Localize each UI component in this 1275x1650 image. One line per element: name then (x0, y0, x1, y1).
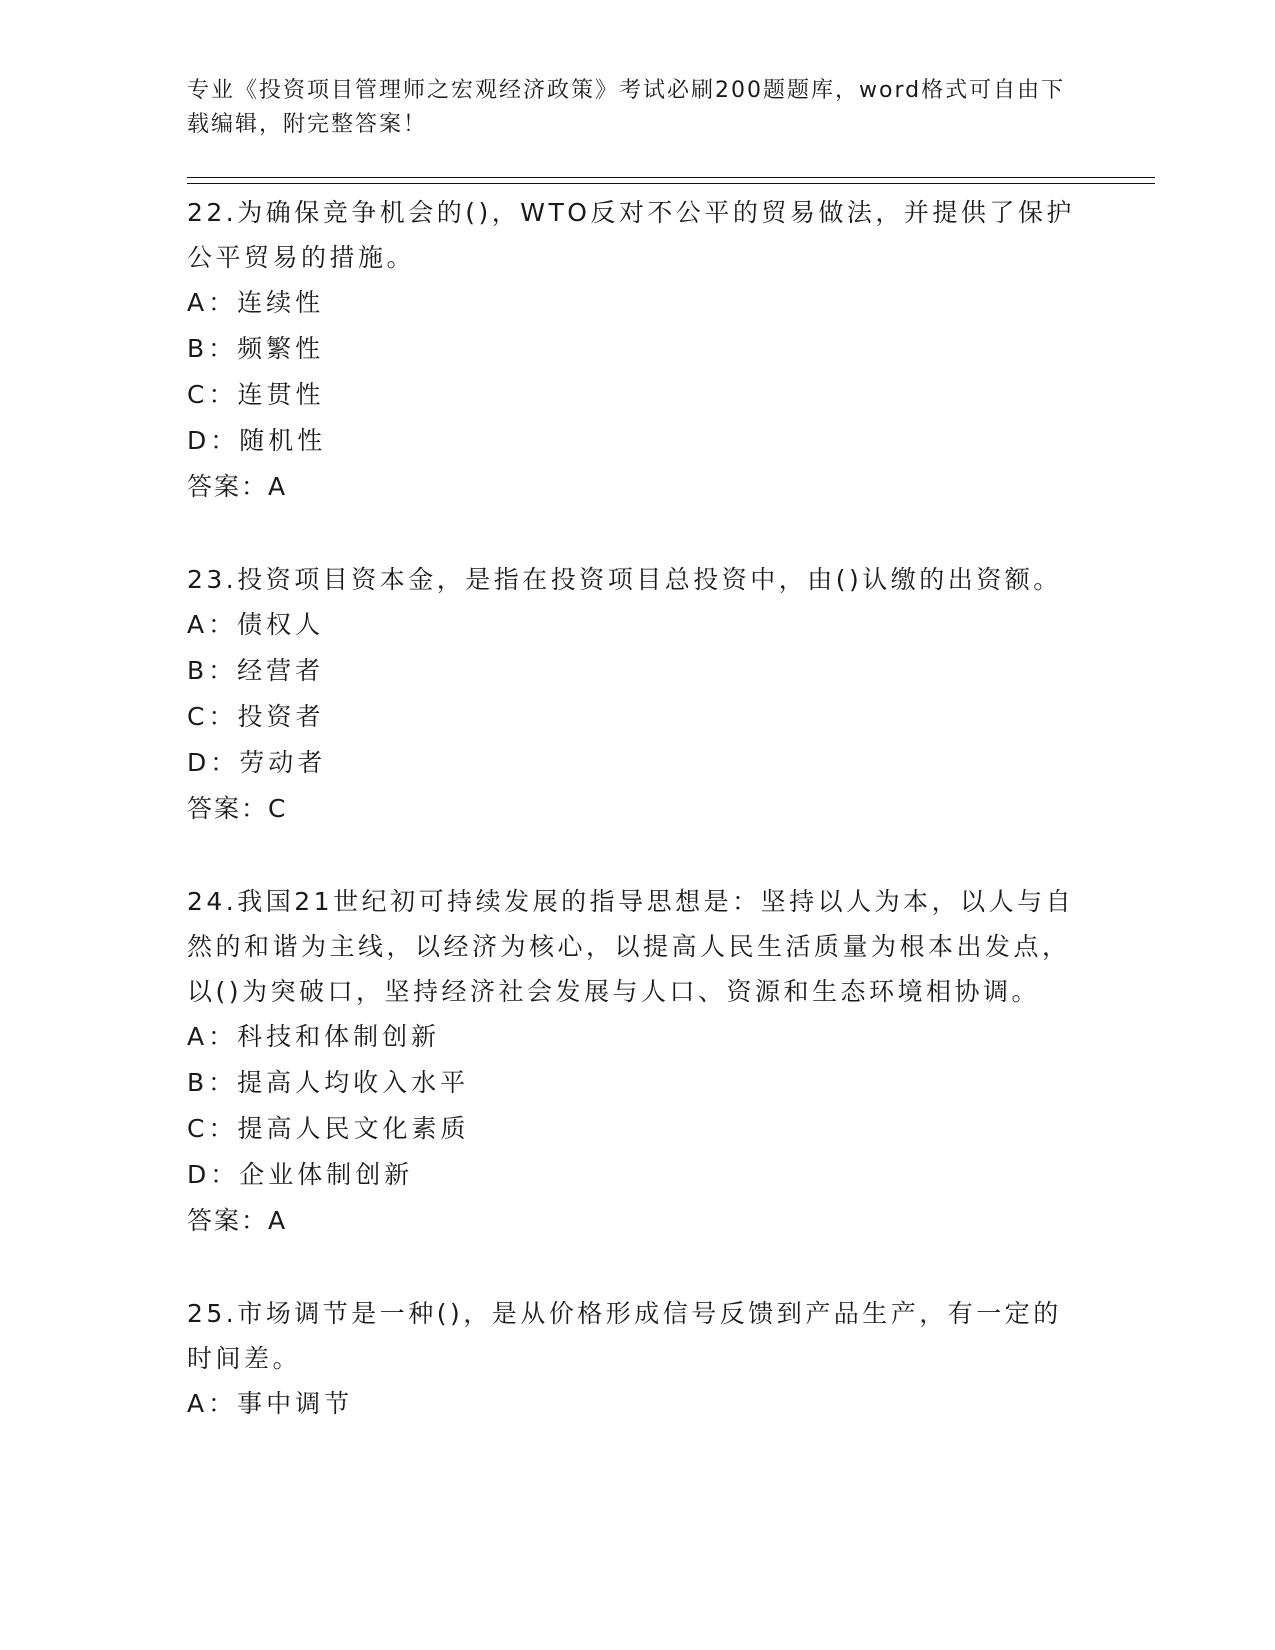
option-c: C：提高人民文化素质 (187, 1114, 470, 1143)
header-divider-top (187, 177, 1155, 178)
option-a: A：连续性 (187, 288, 325, 317)
option-a: A：债权人 (187, 610, 325, 639)
option-d: D：劳动者 (187, 748, 327, 777)
question-23 (187, 557, 1087, 832)
option-b: B：提高人均收入水平 (187, 1068, 470, 1097)
question-text: 25.市场调节是一种()，是从价格形成信号反馈到产品生产，有一定的时间差。 (187, 1299, 1062, 1373)
question-list (187, 190, 1087, 1474)
header-divider-bottom (187, 183, 1155, 184)
answer-line (187, 464, 1087, 510)
question-25 (187, 1291, 1087, 1427)
question-22 (187, 190, 1087, 510)
answer-label: 答案： (187, 472, 269, 501)
option-c: C：投资者 (187, 702, 325, 731)
question-text: 22.为确保竞争机会的()，WTO反对不公平的贸易做法，并提供了保护公平贸易的措施。 (187, 198, 1075, 272)
option-b: B：经营者 (187, 656, 325, 685)
option-a: A：事中调节 (187, 1389, 354, 1418)
answer-line (187, 786, 1087, 832)
answer-label: 答案： (187, 1206, 269, 1235)
question-text: 23.投资项目资本金，是指在投资项目总投资中，由()认缴的出资额。 (187, 565, 1062, 594)
answer-line (187, 1198, 1087, 1244)
answer-label: 答案： (187, 794, 269, 823)
option-d: D：企业体制创新 (187, 1160, 414, 1189)
question-24 (187, 879, 1087, 1244)
document-header: 专业《投资项目管理师之宏观经济政策》考试必刷200题题库，word格式可自由下载编辑，附完整答案！ (187, 78, 1066, 137)
option-b: B：频繁性 (187, 334, 325, 363)
question-text: 24.我国21世纪初可持续发展的指导思想是：坚持以人为本，以人与自然的和谐为主线，以经济为核心，以提高人民生活质量为根本出发点，以()为突破口，坚持经济社会发展与人口、资源和生态环境相协调。 (187, 887, 1075, 1006)
answer-value: C (268, 794, 288, 823)
answer-value: A (268, 472, 288, 501)
option-a: A：科技和体制创新 (187, 1022, 441, 1051)
answer-value: A (268, 1206, 288, 1235)
option-c: C：连贯性 (187, 380, 325, 409)
option-d: D：随机性 (187, 426, 327, 455)
